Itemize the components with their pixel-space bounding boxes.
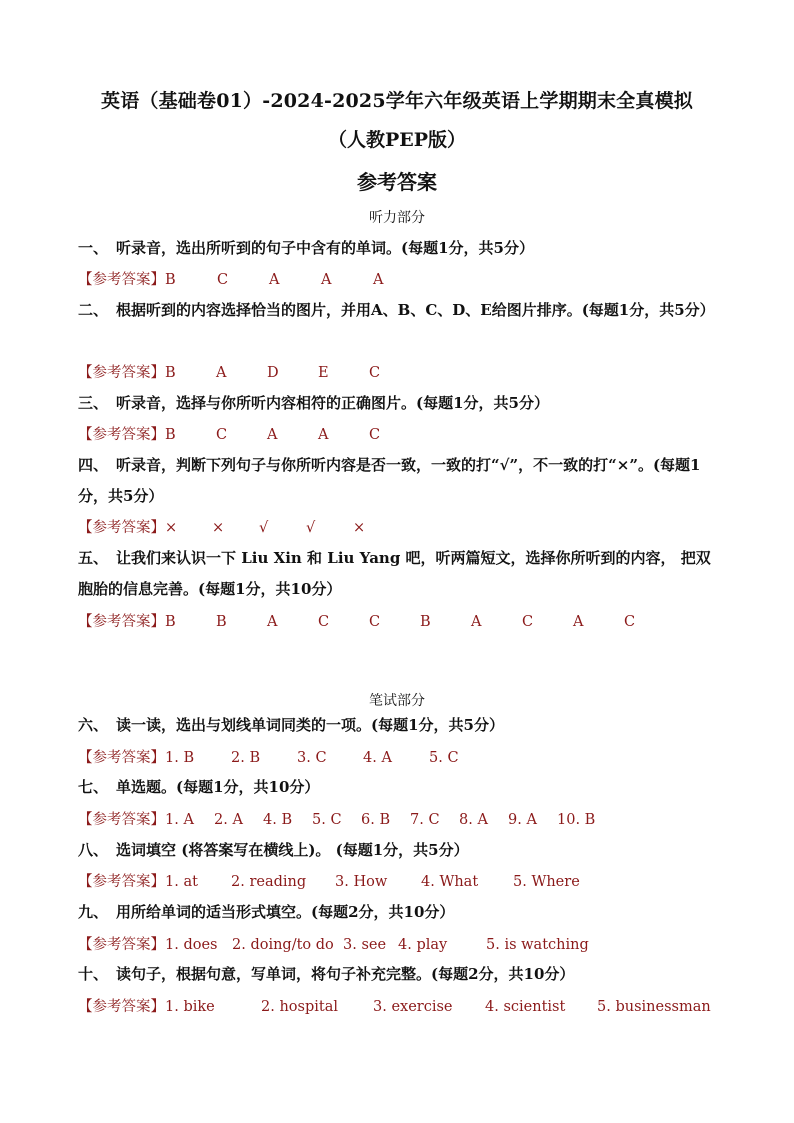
- answer-tag: 【参考答案】: [78, 520, 165, 536]
- answer-tag: 【参考答案】: [78, 874, 165, 890]
- question-text: 根据听到的内容选择恰当的图片，并用A、B、C、D、E给图片排序。(每题1分，共5分）: [116, 301, 715, 319]
- answer-item: 2. hospital: [261, 999, 338, 1015]
- answer-item: C: [217, 272, 229, 288]
- question-text: 读句子，根据句意，写单词，将句子补充完整。(每题2分，共10分）: [116, 965, 575, 983]
- answer-item: E: [318, 365, 329, 381]
- answer-item: 8. A: [459, 812, 488, 828]
- answer-item: 2. A: [214, 812, 243, 828]
- question-text: 让我们来认识一下 Liu Xin 和 Liu Yang 吧，听两篇短文，选择你所听到的内容， 把双胞胎的信息完善。(每题1分，共10分）: [78, 549, 711, 598]
- answer-item: C: [369, 614, 381, 630]
- question-3: [78, 388, 718, 419]
- answer-item: B: [165, 365, 176, 381]
- question-7: [78, 772, 718, 803]
- answer-item: 5. is watching: [486, 937, 589, 953]
- document-subtitle: （人教PEP版）: [327, 129, 467, 151]
- answer-tag: 【参考答案】: [78, 365, 165, 381]
- answer-item: 4. play: [398, 937, 448, 953]
- question-6: [78, 710, 718, 741]
- answer-row-3: [78, 425, 738, 445]
- answer-item: 5. Where: [513, 874, 580, 890]
- question-text: 选词填空 (将答案写在横线上)。 (每题1分，共5分）: [116, 841, 469, 859]
- answer-row-10: [78, 997, 738, 1017]
- question-4: [78, 450, 718, 512]
- question-number: 四、: [78, 456, 109, 474]
- answer-item: ×: [212, 520, 225, 536]
- answer-item: 1. at: [165, 874, 198, 890]
- question-number: 九、: [78, 903, 109, 921]
- answer-item: A: [373, 272, 384, 288]
- answer-item: 3. see: [343, 937, 387, 953]
- question-2: [78, 295, 718, 326]
- answer-tag: 【参考答案】: [78, 937, 165, 953]
- question-number: 六、: [78, 716, 109, 734]
- question-text: 用所给单词的适当形式填空。(每题2分，共10分）: [116, 903, 455, 921]
- answer-item: A: [573, 614, 584, 630]
- answer-row-4: [78, 518, 738, 538]
- answer-item: 1. B: [165, 750, 195, 766]
- answer-item: 1. does: [165, 937, 218, 953]
- answer-tag: 【参考答案】: [78, 812, 165, 828]
- answer-item: ×: [165, 520, 178, 536]
- answer-item: 4. What: [421, 874, 479, 890]
- answer-item: √: [306, 520, 316, 536]
- answer-item: 6. B: [361, 812, 391, 828]
- answer-item: A: [269, 272, 280, 288]
- answer-item: 2. B: [231, 750, 261, 766]
- question-number: 十、: [78, 965, 109, 983]
- question-5: [78, 543, 718, 605]
- answer-tag: 【参考答案】: [78, 427, 165, 443]
- answer-tag: 【参考答案】: [78, 999, 165, 1015]
- answer-item: A: [318, 427, 329, 443]
- question-text: 听录音，判断下列句子与你所听内容是否一致，一致的打“√”，不一致的打“×”。(每题1分，共5分）: [78, 456, 701, 505]
- question-number: 一、: [78, 239, 109, 257]
- answer-item: C: [318, 614, 330, 630]
- answer-item: 10. B: [557, 812, 596, 828]
- answer-item: C: [369, 427, 381, 443]
- question-text: 读一读，选出与划线单词同类的一项。(每题1分，共5分）: [116, 716, 504, 734]
- question-text: 单选题。(每题1分，共10分）: [116, 778, 320, 796]
- question-number: 七、: [78, 778, 109, 796]
- answer-tag: 【参考答案】: [78, 272, 165, 288]
- answer-item: B: [420, 614, 431, 630]
- answer-item: 4. B: [263, 812, 293, 828]
- answer-item: 5. C: [312, 812, 342, 828]
- answer-item: 1. A: [165, 812, 194, 828]
- question-text: 听录音，选择与你所听内容相符的正确图片。(每题1分，共5分）: [116, 394, 549, 412]
- question-number: 二、: [78, 301, 109, 319]
- question-text: 听录音，选出所听到的句子中含有的单词。(每题1分，共5分）: [116, 239, 534, 257]
- answer-key-heading: 参考答案: [357, 170, 437, 194]
- answer-tag: 【参考答案】: [78, 750, 165, 766]
- answer-item: B: [216, 614, 227, 630]
- answer-item: D: [267, 365, 279, 381]
- answer-item: A: [321, 272, 332, 288]
- answer-row-9: [78, 935, 738, 955]
- answer-tag: 【参考答案】: [78, 614, 165, 630]
- question-9: [78, 897, 718, 928]
- answer-item: √: [259, 520, 269, 536]
- answer-item: 5. businessman: [597, 999, 711, 1015]
- answer-item: A: [267, 427, 278, 443]
- question-number: 三、: [78, 394, 109, 412]
- answer-item: 3. How: [335, 874, 388, 890]
- answer-item: 4. scientist: [485, 999, 566, 1015]
- answer-item: C: [624, 614, 636, 630]
- answer-item: 1. bike: [165, 999, 215, 1015]
- answer-item: 3. exercise: [373, 999, 453, 1015]
- answer-item: 4. A: [363, 750, 392, 766]
- answer-item: 9. A: [508, 812, 537, 828]
- answer-row-1: [78, 270, 738, 290]
- answer-item: 2. doing/to do: [232, 937, 334, 953]
- answer-item: 5. C: [429, 750, 459, 766]
- answer-item: 2. reading: [231, 874, 307, 890]
- answer-item: 3. C: [297, 750, 327, 766]
- answer-item: A: [267, 614, 278, 630]
- answer-row-7: [78, 810, 738, 830]
- question-1: [78, 233, 718, 264]
- answer-item: A: [216, 365, 227, 381]
- question-number: 五、: [78, 549, 109, 567]
- answer-row-8: [78, 872, 738, 892]
- question-number: 八、: [78, 841, 109, 859]
- question-10: [78, 959, 718, 990]
- answer-item: B: [165, 427, 176, 443]
- answer-row-5: [78, 612, 738, 632]
- question-8: [78, 835, 718, 866]
- listening-section-heading: 听力部分: [369, 210, 425, 226]
- answer-row-6: [78, 748, 738, 768]
- answer-item: B: [165, 614, 176, 630]
- answer-item: 7. C: [410, 812, 440, 828]
- answer-item: B: [165, 272, 176, 288]
- answer-row-2: [78, 363, 738, 383]
- answer-item: C: [369, 365, 381, 381]
- writing-section-heading: 笔试部分: [369, 693, 425, 709]
- answer-item: ×: [353, 520, 366, 536]
- answer-item: A: [471, 614, 482, 630]
- answer-item: C: [522, 614, 534, 630]
- document-title: 英语（基础卷01）-2024-2025学年六年级英语上学期期末全真模拟: [101, 90, 693, 112]
- answer-item: C: [216, 427, 228, 443]
